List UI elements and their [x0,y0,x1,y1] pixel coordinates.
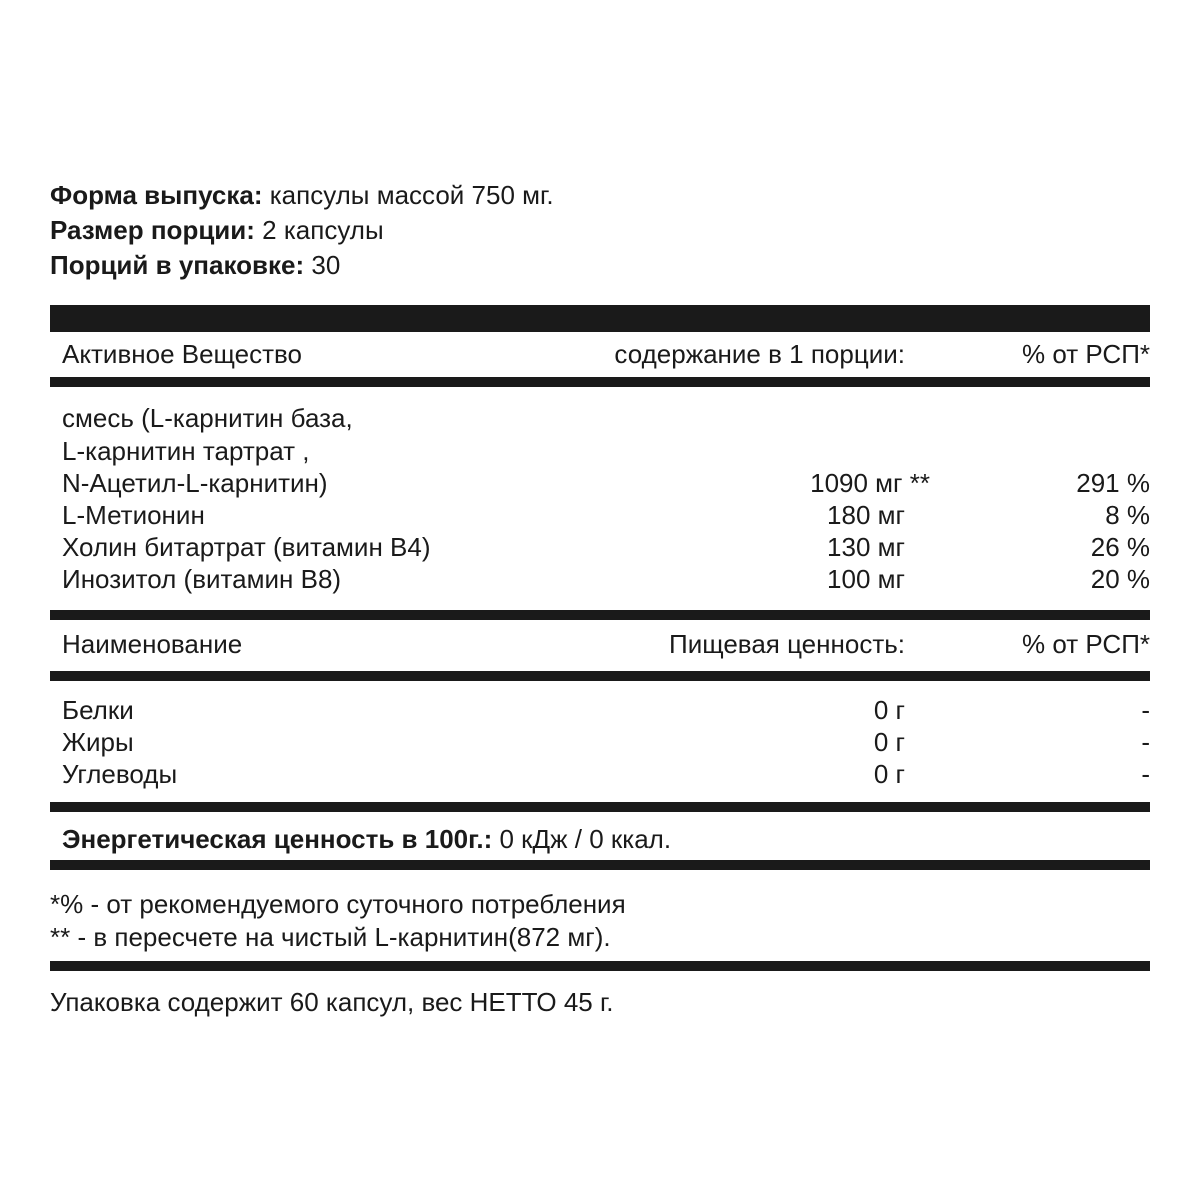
divider [50,802,1150,812]
servings-label: Порций в упаковке: [50,250,305,280]
form-label: Форма выпуска: [50,180,263,210]
active-header-amount: содержание в 1 порции: [614,339,905,369]
nutrient-value: 0 г [873,759,905,789]
package-note: Упаковка содержит 60 капсул, вес НЕТТО 45 г. [50,987,614,1017]
nutrient-percent: - [1141,759,1150,789]
divider [50,377,1150,387]
ingredient-amount: 180 мг [827,500,905,530]
nutrient-name: Углеводы [62,759,178,789]
table-top-bar [50,305,1150,332]
serving-label: Размер порции: [50,215,255,245]
ingredient-percent: 20 % [1090,564,1150,594]
divider [50,671,1150,681]
active-header-name: Активное Вещество [62,339,303,369]
ingredient-name: L-Метионин [62,500,205,530]
active-header-percent: % от РСП* [1022,339,1150,369]
nutrient-percent: - [1141,695,1150,725]
ingredient-amount: 130 мг [827,532,905,562]
form-line [50,179,554,211]
ingredient-percent: 26 % [1090,532,1150,562]
ingredient-percent: 8 % [1105,500,1150,530]
divider [50,860,1150,870]
nutrient-percent: - [1141,727,1150,757]
divider [50,610,1150,620]
footnote: *% - от рекомендуемого суточного потребления [50,889,626,919]
ingredient-amount: 100 мг [827,564,905,594]
divider [50,961,1150,971]
energy-label: Энергетическая ценность в 100г.: [62,824,493,854]
blend-amount: 1090 мг ** [810,468,930,498]
ingredient-name: Инозитол (витамин В8) [62,564,342,594]
serving-value: 2 капсулы [262,215,384,245]
nutrient-name: Белки [62,695,134,725]
nutrition-header-percent: % от РСП* [1022,629,1150,659]
nutrient-name: Жиры [62,727,134,757]
form-value: капсулы массой 750 мг. [269,180,554,210]
ingredient-name: Холин битартрат (витамин В4) [62,532,431,562]
nutrient-value: 0 г [873,695,905,725]
energy-line [62,823,671,855]
blend-line: смесь (L-карнитин база, [62,403,353,433]
blend-line: N-Ацетил-L-карнитин) [62,468,328,498]
nutrition-header-name: Наименование [62,629,243,659]
blend-line: L-карнитин тартрат , [62,436,310,466]
nutrition-header-value: Пищевая ценность: [669,629,905,659]
energy-value: 0 кДж / 0 ккал. [499,824,672,854]
servings-value: 30 [311,250,341,280]
serving-line [50,214,384,246]
footnote: ** - в пересчете на чистый L-карнитин(872 мг). [50,922,611,952]
blend-percent: 291 % [1076,468,1150,498]
servings-line [50,249,340,281]
nutrient-value: 0 г [873,727,905,757]
